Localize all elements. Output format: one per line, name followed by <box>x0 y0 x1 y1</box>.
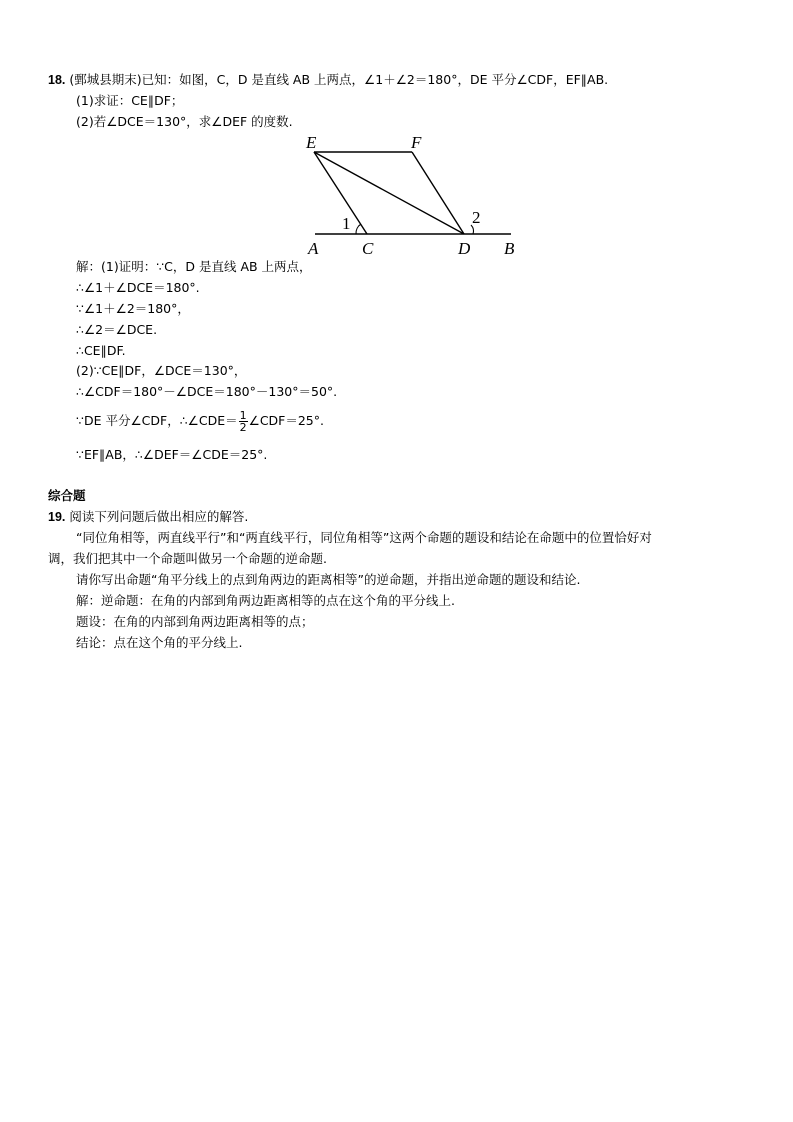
label-b: B <box>504 239 515 258</box>
q18-solution-line-3: ∵∠1＋∠2＝180°， <box>76 301 190 316</box>
q19-stem-line <box>48 509 248 525</box>
q18-stem: (鄄城县期末)已知：如图，C，D 是直线 AB 上两点，∠1＋∠2＝180°，DE 平分∠CDF，EF∥AB. <box>69 72 609 87</box>
q18-solution-line-4: ∴∠2＝∠DCE. <box>76 322 158 337</box>
label-a: A <box>308 239 319 258</box>
fraction-numerator: 1 <box>239 409 247 422</box>
q18-solution-line-1: 解：(1)证明：∵C，D 是直线 AB 上两点， <box>76 259 312 274</box>
q19-answer-1: 解：逆命题：在角的内部到角两边距离相等的点在这个角的平分线上. <box>76 593 455 608</box>
label-d: D <box>458 239 471 258</box>
fraction-denominator: 2 <box>239 421 247 434</box>
q18-geometry-figure <box>290 128 550 258</box>
angle-1-arc <box>356 224 361 234</box>
label-c: C <box>362 239 374 258</box>
q19-paragraph-1b: 调，我们把其中一个命题叫做另一个命题的逆命题. <box>48 551 327 566</box>
q19-number: 19. <box>48 510 66 524</box>
q18-number: 18. <box>48 73 66 87</box>
q18-solution-line-2: ∴∠1＋∠DCE＝180°. <box>76 280 200 295</box>
q18-part2: (2)若∠DCE＝130°，求∠DEF 的度数. <box>76 114 293 129</box>
q19-answer-3: 结论：点在这个角的平分线上. <box>76 635 243 650</box>
q18-part1: (1)求证：CE∥DF； <box>76 93 184 108</box>
q19-answer-2: 题设：在角的内部到角两边距离相等的点； <box>76 614 314 629</box>
q18-solution-line-8 <box>76 406 324 436</box>
fraction-one-half <box>239 410 248 433</box>
segment-ed <box>314 152 464 234</box>
q18-stem-line <box>48 72 608 88</box>
q19-stem: 阅读下列问题后做出相应的解答. <box>69 509 249 524</box>
q18-solution-line-7: ∴∠CDF＝180°－∠DCE＝180°－130°＝50°. <box>76 384 338 399</box>
q19-paragraph-1a: “同位角相等，两直线平行”和“两直线平行，同位角相等”这两个命题的题设和结论在命题中的位置恰好对 <box>76 530 652 545</box>
segment-ec <box>314 152 367 234</box>
segment-fd <box>412 152 464 234</box>
q18-solution-line-6: (2)∵CE∥DF，∠DCE＝130°， <box>76 363 247 378</box>
q18-solution-line-8-post: ∠CDF＝25°. <box>248 413 324 428</box>
q18-solution-line-5: ∴CE∥DF. <box>76 343 126 358</box>
label-angle-1: 1 <box>342 214 351 233</box>
label-e: E <box>306 133 317 152</box>
q19-paragraph-2: 请你写出命题“角平分线上的点到角两边的距离相等”的逆命题，并指出逆命题的题设和结论. <box>76 572 581 587</box>
q18-solution-line-8-pre: ∵DE 平分∠CDF，∴∠CDE＝ <box>76 413 238 428</box>
label-f: F <box>411 133 422 152</box>
q18-solution-line-9: ∵EF∥AB，∴∠DEF＝∠CDE＝25°. <box>76 447 268 462</box>
label-angle-2: 2 <box>472 208 481 227</box>
section-title: 综合题 <box>48 488 86 503</box>
